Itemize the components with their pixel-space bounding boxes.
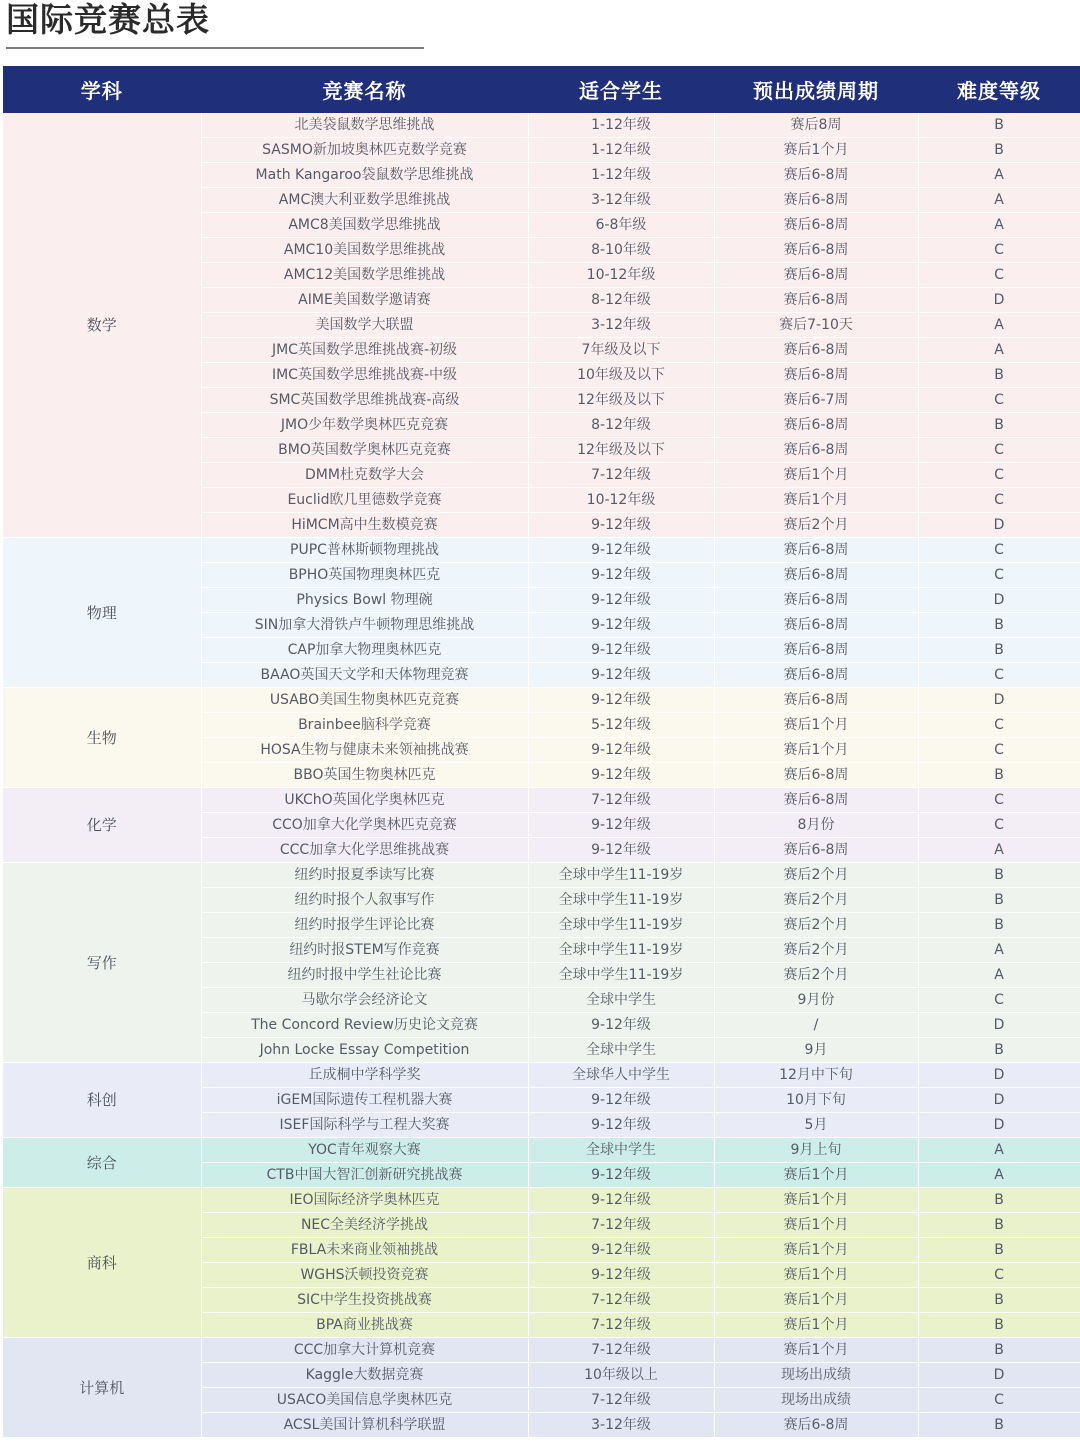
competition-name-cell: BPHO英国物理奥林匹克 bbox=[201, 563, 528, 588]
header-competition-name: 竞赛名称 bbox=[201, 66, 528, 113]
competition-name-cell: NEC全美经济学挑战 bbox=[201, 1213, 528, 1238]
competition-name-cell: CAP加拿大物理奥林匹克 bbox=[201, 638, 528, 663]
competition-name-cell: SMC英国数学思维挑战赛-高级 bbox=[201, 388, 528, 413]
result-period-cell: 赛后6-8周 bbox=[714, 838, 918, 863]
difficulty-cell: C bbox=[918, 663, 1080, 688]
subject-cell: 生物 bbox=[3, 688, 201, 788]
eligible-students-cell: 9-12年级 bbox=[528, 1238, 714, 1263]
difficulty-cell: C bbox=[918, 538, 1080, 563]
result-period-cell: 赛后2个月 bbox=[714, 913, 918, 938]
result-period-cell: 赛后6-8周 bbox=[714, 763, 918, 788]
eligible-students-cell: 7-12年级 bbox=[528, 788, 714, 813]
result-period-cell: 赛后6-8周 bbox=[714, 338, 918, 363]
difficulty-cell: C bbox=[918, 713, 1080, 738]
competition-name-cell: BPA商业挑战赛 bbox=[201, 1313, 528, 1338]
difficulty-cell: B bbox=[918, 913, 1080, 938]
competition-name-cell: 纽约时报学生评论比赛 bbox=[201, 913, 528, 938]
eligible-students-cell: 10年级及以下 bbox=[528, 363, 714, 388]
competition-name-cell: AMC澳大利亚数学思维挑战 bbox=[201, 188, 528, 213]
subject-cell: 商科 bbox=[3, 1188, 201, 1338]
result-period-cell: 赛后6-8周 bbox=[714, 163, 918, 188]
difficulty-cell: D bbox=[918, 1113, 1080, 1138]
difficulty-cell: B bbox=[918, 1338, 1080, 1363]
difficulty-cell: A bbox=[918, 838, 1080, 863]
eligible-students-cell: 3-12年级 bbox=[528, 188, 714, 213]
competition-name-cell: PUPC普林斯顿物理挑战 bbox=[201, 538, 528, 563]
eligible-students-cell: 7-12年级 bbox=[528, 1313, 714, 1338]
competition-name-cell: CCC加拿大计算机竞赛 bbox=[201, 1338, 528, 1363]
difficulty-cell: B bbox=[918, 1038, 1080, 1063]
difficulty-cell: A bbox=[918, 213, 1080, 238]
competition-name-cell: 纽约时报夏季读写比赛 bbox=[201, 863, 528, 888]
eligible-students-cell: 9-12年级 bbox=[528, 1188, 714, 1213]
eligible-students-cell: 8-12年级 bbox=[528, 413, 714, 438]
difficulty-cell: C bbox=[918, 238, 1080, 263]
difficulty-cell: B bbox=[918, 888, 1080, 913]
difficulty-cell: C bbox=[918, 988, 1080, 1013]
eligible-students-cell: 7年级及以下 bbox=[528, 338, 714, 363]
competition-name-cell: AMC12美国数学思维挑战 bbox=[201, 263, 528, 288]
result-period-cell: 赛后6-8周 bbox=[714, 413, 918, 438]
competition-name-cell: Math Kangaroo袋鼠数学思维挑战 bbox=[201, 163, 528, 188]
difficulty-cell: D bbox=[918, 688, 1080, 713]
result-period-cell: 10月下旬 bbox=[714, 1088, 918, 1113]
competition-name-cell: 纽约时报个人叙事写作 bbox=[201, 888, 528, 913]
competition-name-cell: The Concord Review历史论文竞赛 bbox=[201, 1013, 528, 1038]
eligible-students-cell: 3-12年级 bbox=[528, 313, 714, 338]
difficulty-cell: C bbox=[918, 438, 1080, 463]
competition-name-cell: iGEM国际遗传工程机器大赛 bbox=[201, 1088, 528, 1113]
eligible-students-cell: 全球中学生11-19岁 bbox=[528, 913, 714, 938]
header-eligible-students: 适合学生 bbox=[528, 66, 714, 113]
eligible-students-cell: 9-12年级 bbox=[528, 563, 714, 588]
subject-cell: 化学 bbox=[3, 788, 201, 863]
difficulty-cell: D bbox=[918, 1013, 1080, 1038]
result-period-cell: 赛后1个月 bbox=[714, 1213, 918, 1238]
competition-name-cell: 丘成桐中学科学奖 bbox=[201, 1063, 528, 1088]
difficulty-cell: B bbox=[918, 363, 1080, 388]
result-period-cell: 赛后6-8周 bbox=[714, 213, 918, 238]
table-row bbox=[3, 1188, 1080, 1213]
difficulty-cell: C bbox=[918, 488, 1080, 513]
result-period-cell: 现场出成绩 bbox=[714, 1363, 918, 1388]
eligible-students-cell: 9-12年级 bbox=[528, 813, 714, 838]
difficulty-cell: B bbox=[918, 638, 1080, 663]
page-title: 国际竞赛总表 bbox=[6, 0, 210, 39]
competition-name-cell: HOSA生物与健康未来领袖挑战赛 bbox=[201, 738, 528, 763]
result-period-cell: 赛后1个月 bbox=[714, 1288, 918, 1313]
header-row bbox=[3, 66, 1080, 113]
result-period-cell: 赛后6-8周 bbox=[714, 363, 918, 388]
competition-name-cell: Euclid欧几里德数学竞赛 bbox=[201, 488, 528, 513]
competition-name-cell: CCO加拿大化学奥林匹克竞赛 bbox=[201, 813, 528, 838]
header-subject: 学科 bbox=[3, 66, 201, 113]
competition-name-cell: BBO英国生物奥林匹克 bbox=[201, 763, 528, 788]
result-period-cell: 赛后2个月 bbox=[714, 963, 918, 988]
difficulty-cell: C bbox=[918, 388, 1080, 413]
eligible-students-cell: 9-12年级 bbox=[528, 663, 714, 688]
result-period-cell: 赛后6-8周 bbox=[714, 438, 918, 463]
competition-name-cell: BMO英国数学奥林匹克竞赛 bbox=[201, 438, 528, 463]
competition-name-cell: 马歇尔学会经济论文 bbox=[201, 988, 528, 1013]
result-period-cell: 8月份 bbox=[714, 813, 918, 838]
competition-name-cell: ACSL美国计算机科学联盟 bbox=[201, 1413, 528, 1438]
result-period-cell: 赛后6-8周 bbox=[714, 1413, 918, 1438]
result-period-cell: 现场出成绩 bbox=[714, 1388, 918, 1413]
eligible-students-cell: 9-12年级 bbox=[528, 613, 714, 638]
difficulty-cell: C bbox=[918, 1263, 1080, 1288]
difficulty-cell: C bbox=[918, 813, 1080, 838]
result-period-cell: 赛后1个月 bbox=[714, 1313, 918, 1338]
difficulty-cell: B bbox=[918, 763, 1080, 788]
competition-name-cell: CCC加拿大化学思维挑战赛 bbox=[201, 838, 528, 863]
eligible-students-cell: 7-12年级 bbox=[528, 1388, 714, 1413]
eligible-students-cell: 8-12年级 bbox=[528, 288, 714, 313]
eligible-students-cell: 全球中学生 bbox=[528, 988, 714, 1013]
competition-name-cell: YOC青年观察大赛 bbox=[201, 1138, 528, 1163]
competition-name-cell: WGHS沃顿投资竞赛 bbox=[201, 1263, 528, 1288]
eligible-students-cell: 9-12年级 bbox=[528, 1163, 714, 1188]
competition-table-wrapper bbox=[3, 66, 1080, 1438]
competition-name-cell: JMO少年数学奥林匹克竞赛 bbox=[201, 413, 528, 438]
difficulty-cell: C bbox=[918, 263, 1080, 288]
competition-name-cell: DMM杜克数学大会 bbox=[201, 463, 528, 488]
result-period-cell: 赛后6-8周 bbox=[714, 788, 918, 813]
difficulty-cell: B bbox=[918, 1238, 1080, 1263]
difficulty-cell: A bbox=[918, 163, 1080, 188]
result-period-cell: 赛后2个月 bbox=[714, 863, 918, 888]
difficulty-cell: D bbox=[918, 288, 1080, 313]
competition-name-cell: IMC英国数学思维挑战赛-中级 bbox=[201, 363, 528, 388]
difficulty-cell: B bbox=[918, 863, 1080, 888]
result-period-cell: 赛后6-8周 bbox=[714, 288, 918, 313]
difficulty-cell: B bbox=[918, 613, 1080, 638]
difficulty-cell: D bbox=[918, 588, 1080, 613]
result-period-cell: 赛后1个月 bbox=[714, 713, 918, 738]
table-row bbox=[3, 538, 1080, 563]
table-row bbox=[3, 788, 1080, 813]
competition-name-cell: USABO美国生物奥林匹克竞赛 bbox=[201, 688, 528, 713]
eligible-students-cell: 9-12年级 bbox=[528, 763, 714, 788]
result-period-cell: 赛后1个月 bbox=[714, 1188, 918, 1213]
eligible-students-cell: 9-12年级 bbox=[528, 1263, 714, 1288]
competition-name-cell: 纽约时报STEM写作竞赛 bbox=[201, 938, 528, 963]
eligible-students-cell: 10-12年级 bbox=[528, 263, 714, 288]
eligible-students-cell: 6-8年级 bbox=[528, 213, 714, 238]
eligible-students-cell: 12年级及以下 bbox=[528, 438, 714, 463]
result-period-cell: 赛后2个月 bbox=[714, 513, 918, 538]
competition-table bbox=[3, 66, 1080, 1438]
competition-name-cell: HiMCM高中生数模竞赛 bbox=[201, 513, 528, 538]
eligible-students-cell: 全球中学生11-19岁 bbox=[528, 963, 714, 988]
eligible-students-cell: 全球中学生11-19岁 bbox=[528, 888, 714, 913]
eligible-students-cell: 12年级及以下 bbox=[528, 388, 714, 413]
result-period-cell: 赛后6-8周 bbox=[714, 638, 918, 663]
competition-name-cell: CTB中国大智汇创新研究挑战赛 bbox=[201, 1163, 528, 1188]
result-period-cell: 赛后6-7周 bbox=[714, 388, 918, 413]
result-period-cell: 赛后1个月 bbox=[714, 463, 918, 488]
eligible-students-cell: 1-12年级 bbox=[528, 138, 714, 163]
eligible-students-cell: 7-12年级 bbox=[528, 463, 714, 488]
eligible-students-cell: 9-12年级 bbox=[528, 638, 714, 663]
result-period-cell: 赛后6-8周 bbox=[714, 188, 918, 213]
eligible-students-cell: 9-12年级 bbox=[528, 1113, 714, 1138]
difficulty-cell: D bbox=[918, 1088, 1080, 1113]
difficulty-cell: C bbox=[918, 738, 1080, 763]
eligible-students-cell: 9-12年级 bbox=[528, 538, 714, 563]
competition-name-cell: JMC英国数学思维挑战赛-初级 bbox=[201, 338, 528, 363]
result-period-cell: 赛后8周 bbox=[714, 113, 918, 138]
result-period-cell: 9月份 bbox=[714, 988, 918, 1013]
difficulty-cell: A bbox=[918, 1138, 1080, 1163]
competition-name-cell: Kaggle大数据竞赛 bbox=[201, 1363, 528, 1388]
competition-name-cell: SIN加拿大滑铁卢牛顿物理思维挑战 bbox=[201, 613, 528, 638]
eligible-students-cell: 8-10年级 bbox=[528, 238, 714, 263]
competition-name-cell: 纽约时报中学生社论比赛 bbox=[201, 963, 528, 988]
eligible-students-cell: 10-12年级 bbox=[528, 488, 714, 513]
eligible-students-cell: 3-12年级 bbox=[528, 1413, 714, 1438]
competition-name-cell: USACO美国信息学奥林匹克 bbox=[201, 1388, 528, 1413]
competition-name-cell: SASMO新加坡奥林匹克数学竞赛 bbox=[201, 138, 528, 163]
eligible-students-cell: 10年级以上 bbox=[528, 1363, 714, 1388]
result-period-cell: 12月中下旬 bbox=[714, 1063, 918, 1088]
eligible-students-cell: 1-12年级 bbox=[528, 113, 714, 138]
difficulty-cell: A bbox=[918, 313, 1080, 338]
eligible-students-cell: 9-12年级 bbox=[528, 738, 714, 763]
eligible-students-cell: 9-12年级 bbox=[528, 1013, 714, 1038]
difficulty-cell: B bbox=[918, 138, 1080, 163]
header-result-period: 预出成绩周期 bbox=[714, 66, 918, 113]
table-row bbox=[3, 863, 1080, 888]
competition-name-cell: AMC10美国数学思维挑战 bbox=[201, 238, 528, 263]
result-period-cell: 赛后2个月 bbox=[714, 938, 918, 963]
table-row bbox=[3, 688, 1080, 713]
competition-name-cell: AIME美国数学邀请赛 bbox=[201, 288, 528, 313]
eligible-students-cell: 9-12年级 bbox=[528, 688, 714, 713]
competition-name-cell: SIC中学生投资挑战赛 bbox=[201, 1288, 528, 1313]
eligible-students-cell: 9-12年级 bbox=[528, 588, 714, 613]
difficulty-cell: D bbox=[918, 1363, 1080, 1388]
competition-name-cell: AMC8美国数学思维挑战 bbox=[201, 213, 528, 238]
difficulty-cell: B bbox=[918, 113, 1080, 138]
subject-cell: 数学 bbox=[3, 113, 201, 538]
eligible-students-cell: 7-12年级 bbox=[528, 1213, 714, 1238]
table-row bbox=[3, 1063, 1080, 1088]
competition-name-cell: FBLA未来商业领袖挑战 bbox=[201, 1238, 528, 1263]
result-period-cell: 赛后1个月 bbox=[714, 1163, 918, 1188]
difficulty-cell: C bbox=[918, 563, 1080, 588]
difficulty-cell: B bbox=[918, 1288, 1080, 1313]
eligible-students-cell: 全球中学生 bbox=[528, 1138, 714, 1163]
difficulty-cell: C bbox=[918, 788, 1080, 813]
table-body bbox=[3, 113, 1080, 1438]
subject-cell: 计算机 bbox=[3, 1338, 201, 1438]
subject-cell: 科创 bbox=[3, 1063, 201, 1138]
difficulty-cell: B bbox=[918, 1413, 1080, 1438]
title-underline bbox=[6, 47, 424, 49]
result-period-cell: 9月上旬 bbox=[714, 1138, 918, 1163]
result-period-cell: 赛后6-8周 bbox=[714, 238, 918, 263]
competition-name-cell: ISEF国际科学与工程大奖赛 bbox=[201, 1113, 528, 1138]
difficulty-cell: A bbox=[918, 1163, 1080, 1188]
table-row bbox=[3, 1338, 1080, 1363]
difficulty-cell: D bbox=[918, 1063, 1080, 1088]
difficulty-cell: C bbox=[918, 1388, 1080, 1413]
difficulty-cell: A bbox=[918, 963, 1080, 988]
result-period-cell: 赛后7-10天 bbox=[714, 313, 918, 338]
eligible-students-cell: 9-12年级 bbox=[528, 513, 714, 538]
eligible-students-cell: 全球中学生 bbox=[528, 1038, 714, 1063]
subject-cell: 写作 bbox=[3, 863, 201, 1063]
subject-cell: 综合 bbox=[3, 1138, 201, 1188]
eligible-students-cell: 9-12年级 bbox=[528, 838, 714, 863]
eligible-students-cell: 全球中学生11-19岁 bbox=[528, 863, 714, 888]
result-period-cell: 赛后1个月 bbox=[714, 1238, 918, 1263]
competition-name-cell: 北美袋鼠数学思维挑战 bbox=[201, 113, 528, 138]
result-period-cell: 赛后2个月 bbox=[714, 888, 918, 913]
result-period-cell: 赛后6-8周 bbox=[714, 538, 918, 563]
result-period-cell: 5月 bbox=[714, 1113, 918, 1138]
table-header bbox=[3, 66, 1080, 113]
difficulty-cell: B bbox=[918, 1188, 1080, 1213]
result-period-cell: 赛后6-8周 bbox=[714, 563, 918, 588]
eligible-students-cell: 7-12年级 bbox=[528, 1338, 714, 1363]
table-row bbox=[3, 113, 1080, 138]
result-period-cell: 赛后6-8周 bbox=[714, 663, 918, 688]
eligible-students-cell: 全球中学生11-19岁 bbox=[528, 938, 714, 963]
competition-name-cell: John Locke Essay Competition bbox=[201, 1038, 528, 1063]
eligible-students-cell: 5-12年级 bbox=[528, 713, 714, 738]
subject-cell: 物理 bbox=[3, 538, 201, 688]
eligible-students-cell: 7-12年级 bbox=[528, 1288, 714, 1313]
eligible-students-cell: 9-12年级 bbox=[528, 1088, 714, 1113]
result-period-cell: 9月 bbox=[714, 1038, 918, 1063]
difficulty-cell: A bbox=[918, 188, 1080, 213]
eligible-students-cell: 1-12年级 bbox=[528, 163, 714, 188]
result-period-cell: 赛后1个月 bbox=[714, 138, 918, 163]
difficulty-cell: A bbox=[918, 938, 1080, 963]
result-period-cell: 赛后1个月 bbox=[714, 1338, 918, 1363]
table-row bbox=[3, 1138, 1080, 1163]
result-period-cell: / bbox=[714, 1013, 918, 1038]
competition-name-cell: Physics Bowl 物理碗 bbox=[201, 588, 528, 613]
result-period-cell: 赛后6-8周 bbox=[714, 263, 918, 288]
result-period-cell: 赛后6-8周 bbox=[714, 688, 918, 713]
competition-name-cell: UKChO英国化学奥林匹克 bbox=[201, 788, 528, 813]
difficulty-cell: D bbox=[918, 513, 1080, 538]
difficulty-cell: C bbox=[918, 463, 1080, 488]
difficulty-cell: B bbox=[918, 1213, 1080, 1238]
eligible-students-cell: 全球华人中学生 bbox=[528, 1063, 714, 1088]
difficulty-cell: A bbox=[918, 338, 1080, 363]
result-period-cell: 赛后6-8周 bbox=[714, 588, 918, 613]
result-period-cell: 赛后6-8周 bbox=[714, 613, 918, 638]
competition-name-cell: BAAO英国天文学和天体物理竞赛 bbox=[201, 663, 528, 688]
difficulty-cell: B bbox=[918, 1313, 1080, 1338]
header-difficulty: 难度等级 bbox=[918, 66, 1080, 113]
competition-name-cell: Brainbee脑科学竞赛 bbox=[201, 713, 528, 738]
result-period-cell: 赛后1个月 bbox=[714, 488, 918, 513]
competition-name-cell: 美国数学大联盟 bbox=[201, 313, 528, 338]
difficulty-cell: B bbox=[918, 413, 1080, 438]
result-period-cell: 赛后1个月 bbox=[714, 1263, 918, 1288]
result-period-cell: 赛后1个月 bbox=[714, 738, 918, 763]
competition-name-cell: IEO国际经济学奥林匹克 bbox=[201, 1188, 528, 1213]
